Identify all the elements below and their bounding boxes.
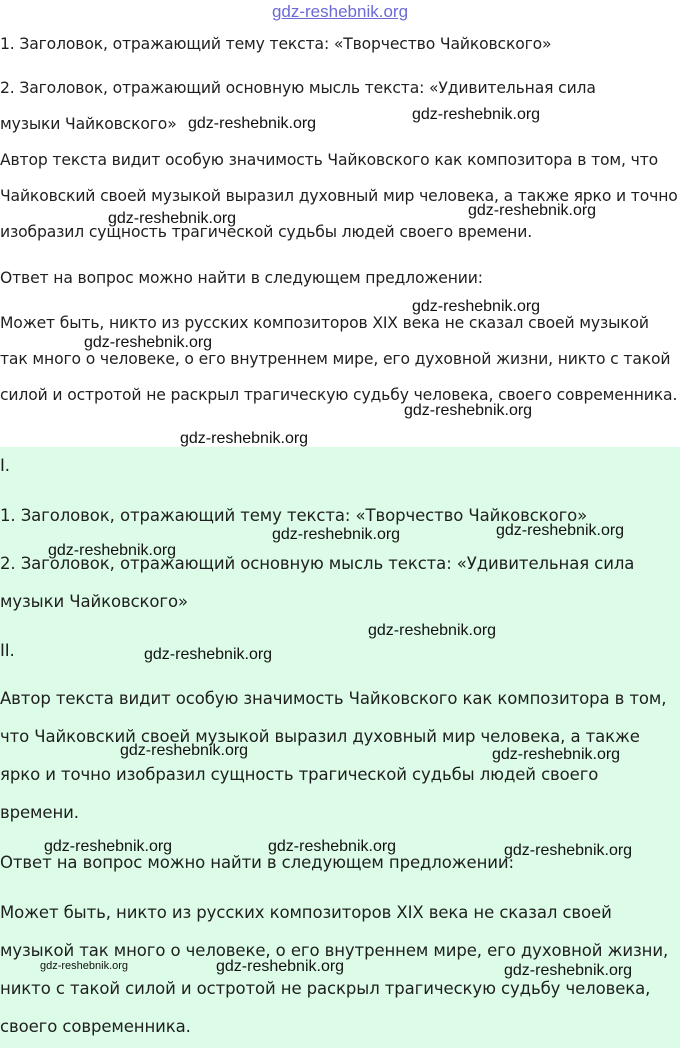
paragraph-answer-intro: Ответ на вопрос можно найти в следующем предложении:: [0, 269, 483, 287]
paragraph-quote: Может быть, никто из русских композиторов XIX века не сказал своей музыкой так много о человеке, о его внутреннем мире, его духовной жизни, никто с такой силой и остротой не раскрыл трагическую судьбу человека, своего современника.: [0, 314, 678, 404]
watermark: gdz-reshebnik.org: [216, 958, 345, 975]
watermark: gdz-reshebnik.org: [40, 960, 129, 972]
watermark: gdz-reshebnik.org: [180, 430, 309, 447]
watermark: gdz-reshebnik.org: [48, 542, 177, 559]
paragraph-title-main-idea: 2. Заголовок, отражающий основную мысль текста: «Удивительная сила музыки Чайковского»: [0, 79, 596, 133]
watermark: gdz-reshebnik.org: [108, 210, 237, 227]
roman-numeral-one: I.: [0, 456, 10, 475]
watermark: gdz-reshebnik.org: [492, 746, 621, 763]
watermark: gdz-reshebnik.org: [272, 526, 401, 543]
paragraph-title-theme: 1. Заголовок, отражающий тему текста: «Творчество Чайковского»: [0, 35, 552, 53]
panel-answer-intro: Ответ на вопрос можно найти в следующем предложении:: [0, 853, 514, 872]
watermark: gdz-reshebnik.org: [188, 115, 317, 132]
paragraph-author-view: Автор текста видит особую значимость Чайковского как композитора в том, что Чайковский своей музыкой выразил духовный мир человека, а также ярко и точно изобразил сущность трагической судьбы людей своего времени.: [0, 151, 678, 241]
panel-title-main-idea: 2. Заголовок, отражающий основную мысль текста: «Удивительная сила музыки Чайковского»: [0, 554, 635, 611]
watermark: gdz-reshebnik.org: [412, 106, 541, 123]
watermark: gdz-reshebnik.org: [504, 842, 633, 859]
panel-title-theme: 1. Заголовок, отражающий тему текста: «Творчество Чайковского»: [0, 506, 588, 525]
site-header-link[interactable]: gdz-reshebnik.org: [271, 2, 409, 21]
watermark: gdz-reshebnik.org: [268, 838, 397, 855]
watermark: gdz-reshebnik.org: [504, 962, 633, 979]
watermark: gdz-reshebnik.org: [120, 742, 249, 759]
watermark: gdz-reshebnik.org: [368, 622, 497, 639]
roman-numeral-two: II.: [0, 641, 15, 660]
watermark: gdz-reshebnik.org: [404, 402, 533, 419]
panel-quote: Может быть, никто из русских композиторов XIX века не сказал своей музыкой так много о человеке, о его внутреннем мире, его духовной жизни, никто с такой силой и остротой не раскрыл трагическую судьбу человека, своего современника.: [0, 903, 669, 1036]
panel-author-view: Автор текста видит особую значимость Чайковского как композитора в том, что Чайковский своей музыкой выразил духовный мир человека, а также ярко и точно изобразил сущность трагической судьбы людей своего времени.: [0, 689, 667, 822]
watermark: gdz-reshebnik.org: [468, 202, 597, 219]
watermark: gdz-reshebnik.org: [412, 298, 541, 315]
watermark: gdz-reshebnik.org: [496, 522, 625, 539]
watermark: gdz-reshebnik.org: [44, 838, 173, 855]
watermark: gdz-reshebnik.org: [144, 646, 273, 663]
watermark: gdz-reshebnik.org: [84, 334, 213, 351]
